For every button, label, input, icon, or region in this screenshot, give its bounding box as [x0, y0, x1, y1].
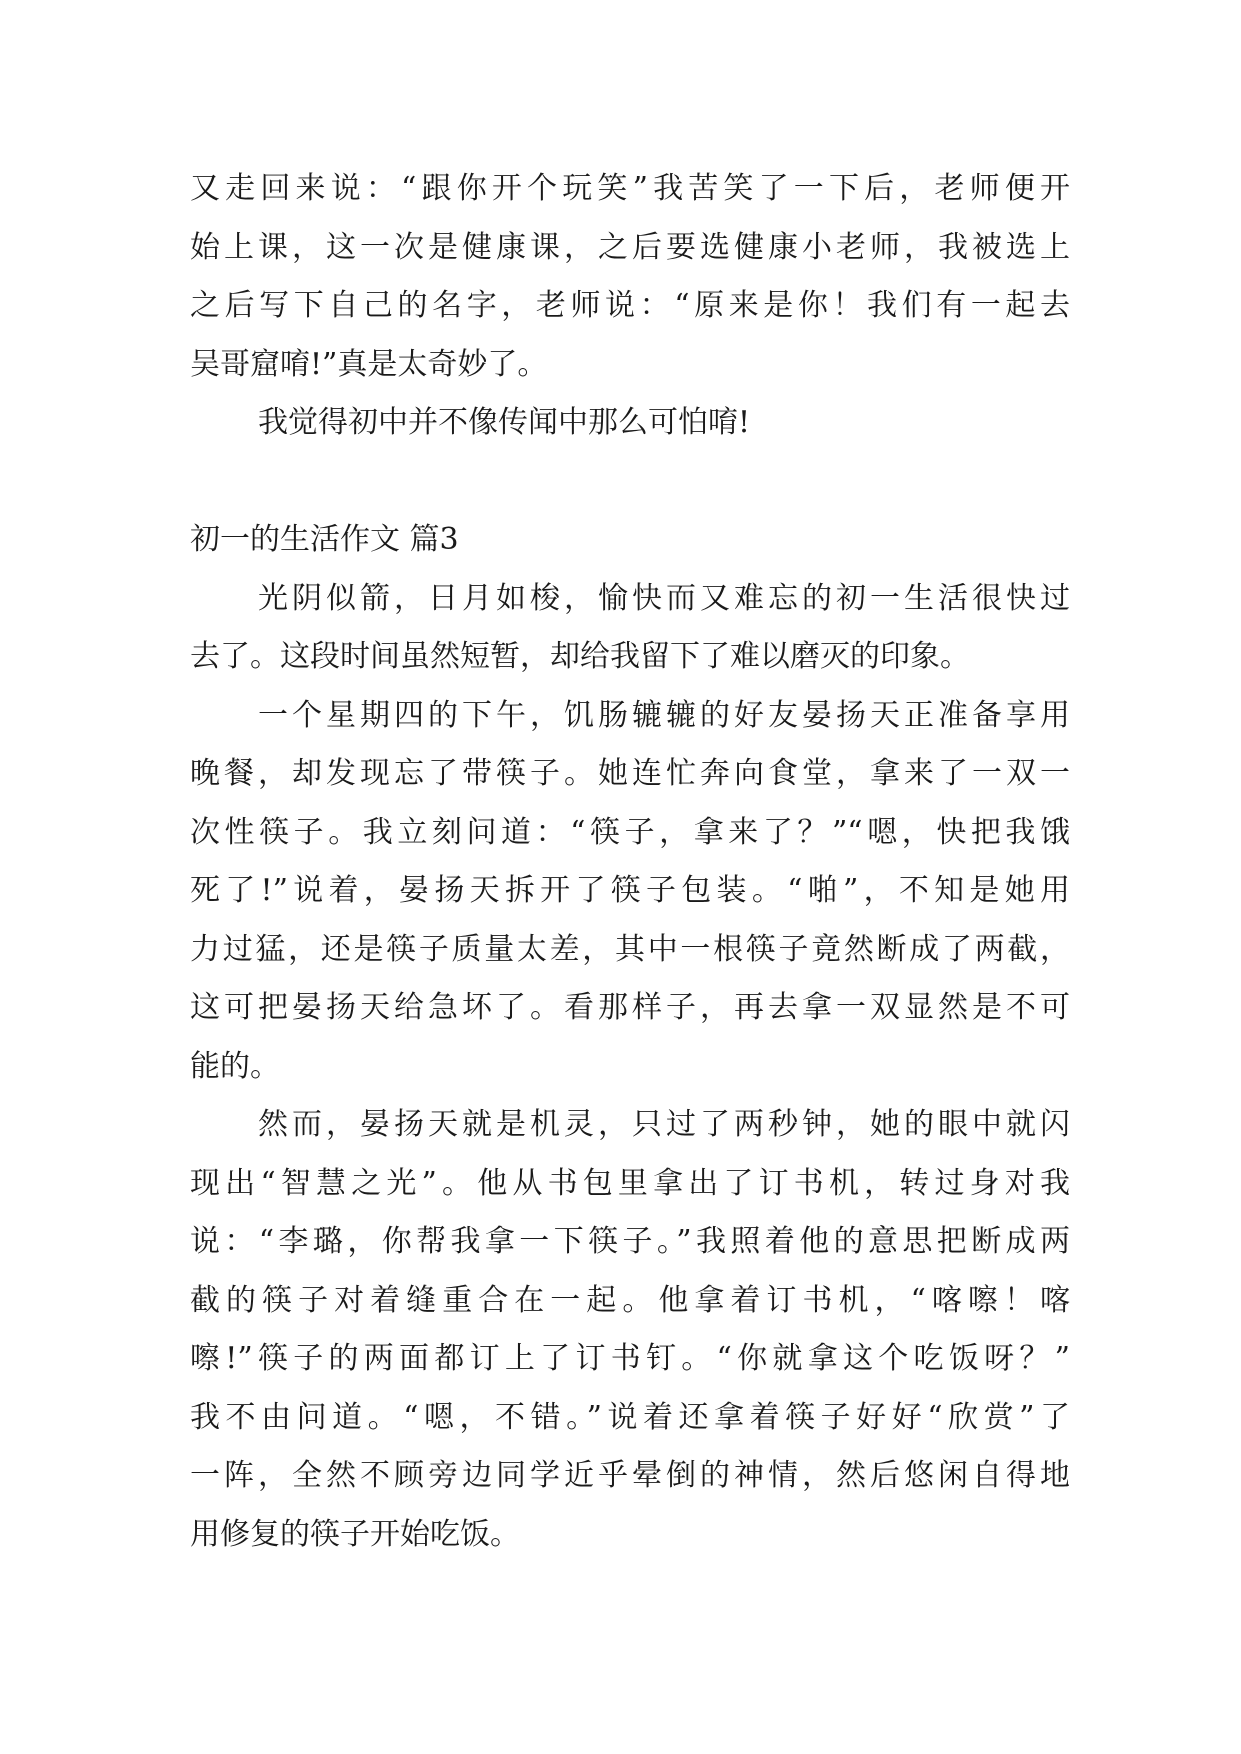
text-line: 之后写下自己的名字，老师说：“原来是你！我们有一起去 — [190, 288, 1070, 323]
text-line: 次性筷子。我立刻问道：“筷子，拿来了？”“嗯，快把我饿 — [190, 814, 1070, 850]
paragraph — [190, 570, 1070, 687]
text-line: 这可把晏扬天给急坏了。看那样子，再去拿一双显然是不可 — [190, 990, 1070, 1025]
text-line: 截的筷子对着缝重合在一起。他拿着订书机，“喀嚓！喀 — [190, 1282, 1070, 1318]
text-line: 死了!”说着，晏扬天拆开了筷子包装。“啪”，不知是她用 — [190, 873, 1070, 908]
paragraph — [190, 160, 1070, 394]
paragraph — [190, 1096, 1070, 1564]
text-line: 一阵，全然不顾旁边同学近乎晕倒的神情，然后悠闲自得地 — [190, 1458, 1070, 1493]
paragraph — [190, 394, 1070, 453]
text-line: 吴哥窟唷!”真是太奇妙了。 — [190, 346, 548, 382]
paragraph — [190, 687, 1070, 1097]
text-line: 始上课，这一次是健康课，之后要选健康小老师，我被选上 — [190, 229, 1070, 265]
text-line: 晚餐，却发现忘了带筷子。她连忙奔向食堂，拿来了一双一 — [190, 756, 1070, 791]
text-line: 光阴似箭，日月如梭，愉快而又难忘的初一生活很快过 — [258, 580, 1070, 616]
document-body — [190, 160, 1070, 1564]
text-line: 说：“李璐，你帮我拿一下筷子。”我照着他的意思把断成两 — [190, 1224, 1070, 1259]
text-line: 力过猛，还是筷子质量太差，其中一根筷子竟然断成了两截， — [190, 931, 1070, 967]
section-heading: 初一的生活作文 篇3 — [190, 522, 459, 557]
text-line: 我不由问道。“嗯，不错。”说着还拿着筷子好好“欣赏”了 — [190, 1399, 1070, 1435]
text-line: 又走回来说：“跟你开个玩笑”我苦笑了一下后，老师便开 — [190, 171, 1070, 206]
text-line: 能的。 — [190, 1048, 280, 1084]
text-line: 然而，晏扬天就是机灵，只过了两秒钟，她的眼中就闪 — [258, 1107, 1070, 1142]
text-line: 现出“智慧之光”。他从书包里拿出了订书机，转过身对我 — [190, 1165, 1070, 1201]
text-line: 我觉得初中并不像传闻中那么可怕唷! — [258, 405, 751, 440]
text-line: 一个星期四的下午，饥肠辘辘的好友晏扬天正准备享用 — [258, 697, 1070, 733]
text-line: 用修复的筷子开始吃饭。 — [190, 1516, 520, 1552]
text-line: 去了。这段时间虽然短暂，却给我留下了难以磨灭的印象。 — [190, 639, 970, 674]
text-line: 嚓!”筷子的两面都订上了订书钉。“你就拿这个吃饭呀？” — [190, 1341, 1070, 1376]
spacer — [190, 453, 1070, 512]
